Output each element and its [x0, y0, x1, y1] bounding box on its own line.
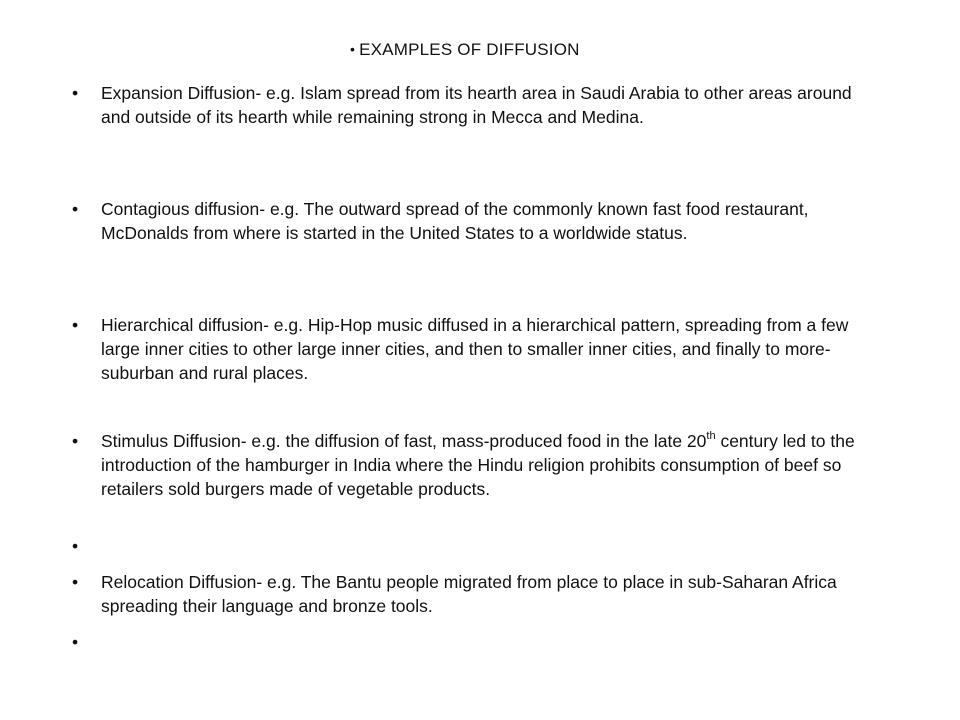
bullet-text [101, 429, 862, 501]
superscript-th: th [706, 430, 716, 443]
bullet-item-relocation [72, 570, 862, 618]
slide-title [350, 40, 580, 60]
bullet-text: Contagious diffusion- e.g. The outward spread of the commonly known fast food restaurant, McDonalds from where is started in the United States to a worldwide status. [101, 199, 809, 243]
bullet-text: Relocation Diffusion- e.g. The Bantu people migrated from place to place in sub-Saharan Africa spreading their language and bronze tools. [101, 572, 837, 616]
slide-title-text: EXAMPLES OF DIFFUSION [359, 40, 580, 59]
bullet-text: Expansion Diffusion- e.g. Islam spread from its hearth area in Saudi Arabia to other areas around and outside of its hearth while remaining strong in Mecca and Medina. [101, 83, 852, 127]
bullet-marker: • [72, 632, 79, 652]
bullet-marker: • [72, 572, 79, 592]
bullet-item-hierarchical [72, 313, 862, 385]
bullet-item-stimulus [72, 429, 862, 501]
bullet-item-expansion [72, 81, 862, 129]
bullet-item-contagious [72, 197, 862, 245]
bullet-marker: • [72, 431, 79, 451]
bullet-marker: • [72, 315, 79, 335]
bullet-marker: • [72, 83, 79, 103]
bullet-text-before-superscript: Stimulus Diffusion- e.g. the diffusion of fast, mass-produced food in the late 20 [101, 431, 707, 451]
bullet-marker: • [72, 536, 79, 556]
title-bullet-marker: • [350, 41, 356, 57]
bullet-text-after-superscript: century led to the introduction of the hamburger in India where the Hindu religion prohibits consumption of beef so retailers sold burgers made of vegetable products. [101, 431, 855, 499]
bullet-text: Hierarchical diffusion- e.g. Hip-Hop music diffused in a hierarchical pattern, spreading from a few large inner cities to other large inner cities, and then to smaller inner cities, and finally to more-suburban and rural places. [101, 315, 849, 383]
bullet-marker: • [72, 199, 79, 219]
